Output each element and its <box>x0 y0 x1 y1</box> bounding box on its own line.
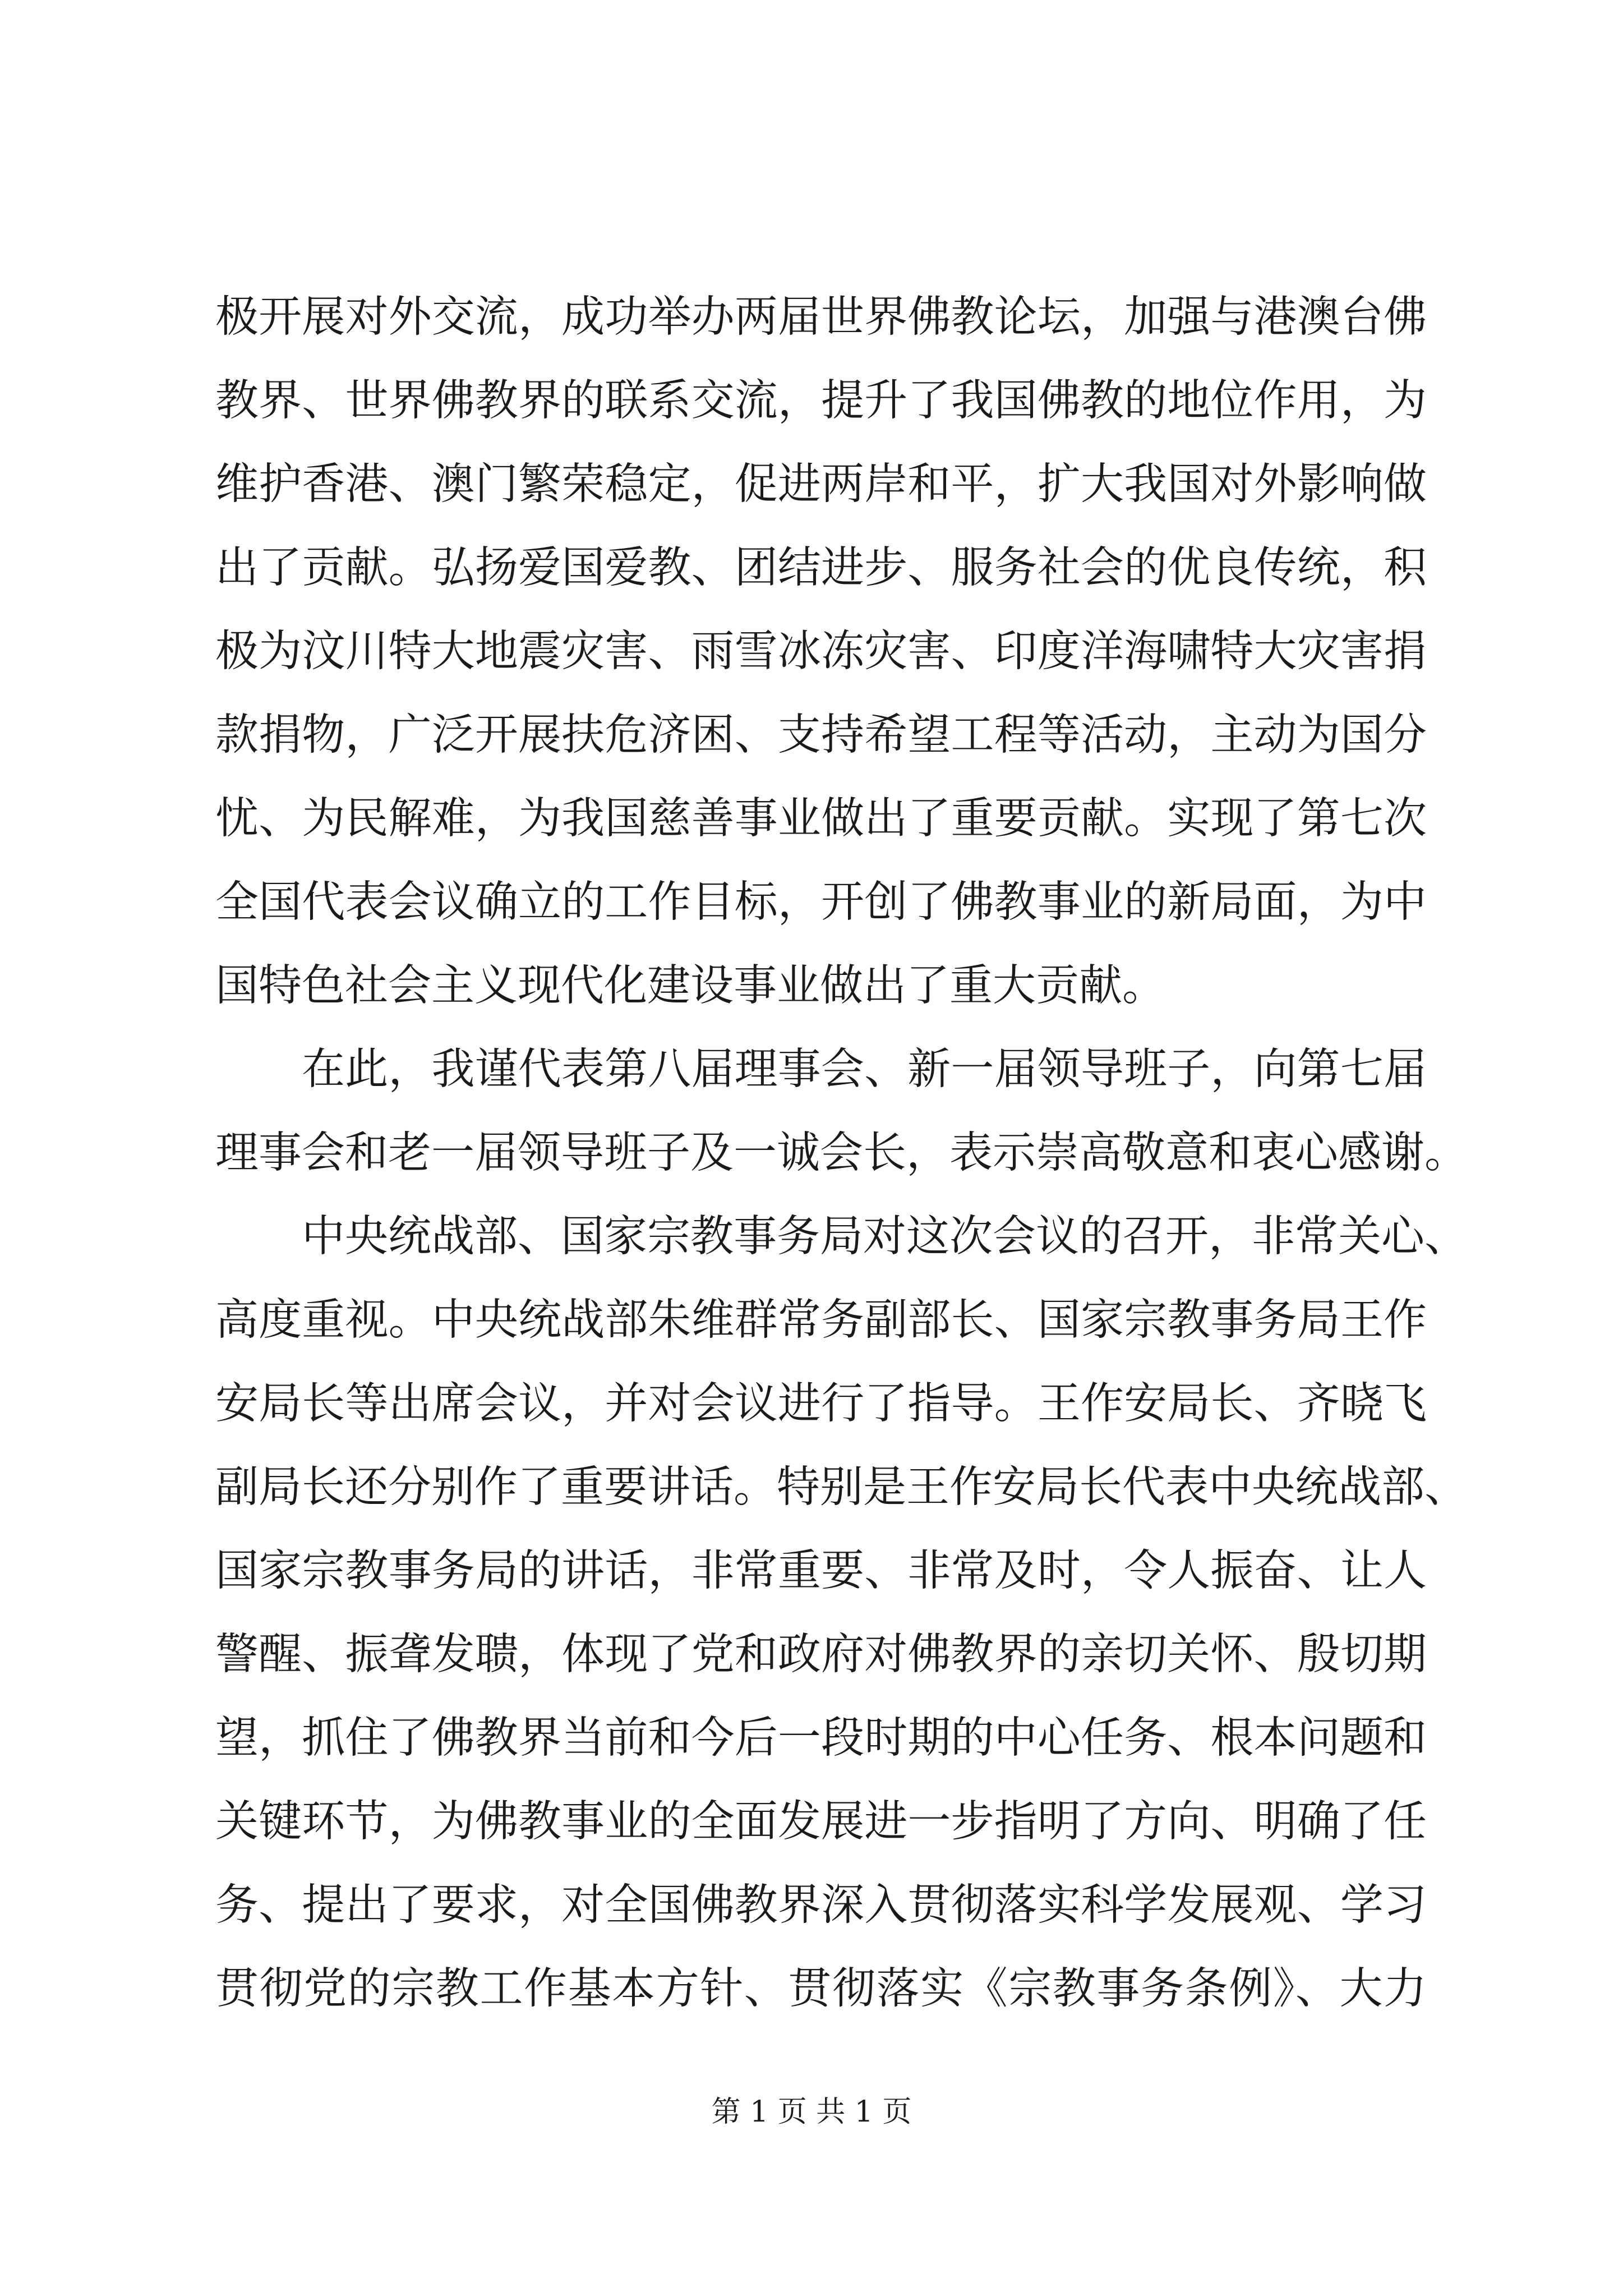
text-line: 安局长等出席会议，并对会议进行了指导。王作安局长、齐晓飞 <box>215 1379 1427 1429</box>
text-line: 中央统战部、国家宗教事务局对这次会议的召开，非常关心、 <box>302 1212 1468 1262</box>
text-line: 国特色社会主义现代化建设事业做出了重大贡献。 <box>215 961 1165 1011</box>
text-line: 高度重视。中央统战部朱维群常务副部长、国家宗教事务局王作 <box>215 1295 1427 1345</box>
text-line: 国家宗教事务局的讲话，非常重要、非常及时，令人振奋、让人 <box>215 1546 1427 1596</box>
text-line: 贯彻党的宗教工作基本方针、贯彻落实《宗教事务条例》、大力 <box>215 1964 1427 2014</box>
text-line: 极开展对外交流，成功举办两届世界佛教论坛，加强与港澳台佛 <box>215 292 1427 342</box>
text-line: 款捐物，广泛开展扶危济困、支持希望工程等活动，主动为国分 <box>215 710 1427 760</box>
text-line: 关键环节，为佛教事业的全面发展进一步指明了方向、明确了任 <box>215 1797 1427 1847</box>
paragraph <box>215 275 1427 1028</box>
document-body <box>215 275 1468 2031</box>
text-line: 在此，我谨代表第八届理事会、新一届领导班子，向第七届 <box>302 1045 1427 1094</box>
page-footer <box>0 2092 1623 2132</box>
text-line: 副局长还分别作了重要讲话。特别是王作安局长代表中央统战部、 <box>215 1462 1468 1512</box>
text-line: 全国代表会议确立的工作目标，开创了佛教事业的新局面，为中 <box>215 877 1427 927</box>
text-line: 望，抓住了佛教界当前和今后一段时期的中心任务、根本问题和 <box>215 1713 1427 1763</box>
text-line: 出了贡献。弘扬爱国爱教、团结进步、服务社会的优良传统，积 <box>215 543 1427 593</box>
text-line: 警醒、振聋发聩，体现了党和政府对佛教界的亲切关怀、殷切期 <box>215 1630 1427 1680</box>
text-line: 极为汶川特大地震灾害、雨雪冰冻灾害、印度洋海啸特大灾害捐 <box>215 627 1427 677</box>
text-line: 忧、为民解难，为我国慈善事业做出了重要贡献。实现了第七次 <box>215 794 1427 844</box>
text-line: 教界、世界佛教界的联系交流，提升了我国佛教的地位作用，为 <box>215 376 1427 426</box>
text-line: 理事会和老一届领导班子及一诚会长，表示崇高敬意和衷心感谢。 <box>215 1128 1468 1178</box>
page-number-label: 第 1 页 共 1 页 <box>711 2095 912 2129</box>
paragraph <box>215 1028 1468 1195</box>
text-line: 务、提出了要求，对全国佛教界深入贯彻落实科学发展观、学习 <box>215 1880 1427 1930</box>
paragraph <box>215 1195 1468 2031</box>
text-line: 维护香港、澳门繁荣稳定，促进两岸和平，扩大我国对外影响做 <box>215 459 1427 509</box>
